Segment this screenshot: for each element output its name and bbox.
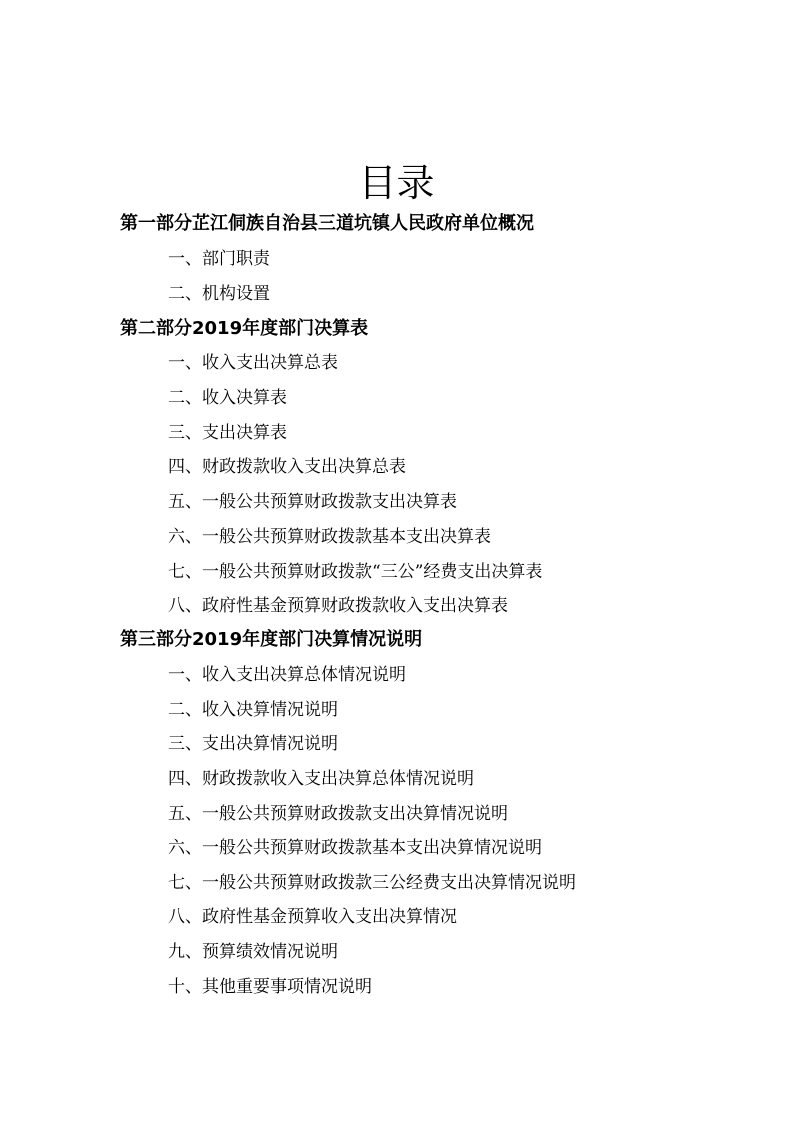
toc-section-heading[interactable]: 第一部分芷江侗族自治县三道坑镇人民政府单位概况 bbox=[120, 213, 534, 234]
toc-section-heading[interactable]: 第二部分2019年度部门决算表 bbox=[120, 318, 369, 339]
toc-entry[interactable]: 三、支出决算情况说明 bbox=[168, 734, 338, 754]
page-title: 目录 bbox=[358, 161, 435, 205]
toc-entry[interactable]: 一、部门职责 bbox=[168, 249, 270, 269]
toc-section-heading[interactable]: 第三部分2019年度部门决算情况说明 bbox=[120, 629, 423, 650]
toc-entry[interactable]: 六、一般公共预算财政拨款基本支出决算表 bbox=[168, 527, 491, 547]
toc-entry[interactable]: 二、收入决算情况说明 bbox=[168, 700, 338, 720]
toc-entry[interactable]: 五、一般公共预算财政拨款支出决算表 bbox=[168, 492, 457, 512]
toc-entry[interactable]: 八、政府性基金预算收入支出决算情况 bbox=[168, 907, 457, 927]
toc-entry[interactable]: 一、收入支出决算总体情况说明 bbox=[168, 665, 406, 685]
toc-entry[interactable]: 四、财政拨款收入支出决算总体情况说明 bbox=[168, 769, 474, 789]
toc-entry[interactable]: 六、一般公共预算财政拨款基本支出决算情况说明 bbox=[168, 838, 542, 858]
toc-entry[interactable]: 八、政府性基金预算财政拨款收入支出决算表 bbox=[168, 596, 508, 616]
toc-entry[interactable]: 十、其他重要事项情况说明 bbox=[168, 977, 372, 997]
toc-entry[interactable]: 九、预算绩效情况说明 bbox=[168, 942, 338, 962]
toc-entry[interactable]: 一、收入支出决算总表 bbox=[168, 353, 338, 373]
toc-entry[interactable]: 七、一般公共预算财政拨款三公经费支出决算情况说明 bbox=[168, 873, 576, 893]
toc-entry[interactable]: 四、财政拨款收入支出决算总表 bbox=[168, 457, 406, 477]
toc-entry[interactable]: 三、支出决算表 bbox=[168, 423, 287, 443]
toc-entry[interactable]: 二、收入决算表 bbox=[168, 388, 287, 408]
toc-entry[interactable]: 二、机构设置 bbox=[168, 284, 270, 304]
toc-entry[interactable]: 五、一般公共预算财政拨款支出决算情况说明 bbox=[168, 804, 508, 824]
toc-entry[interactable]: 七、一般公共预算财政拨款“三公”经费支出决算表 bbox=[168, 562, 543, 582]
